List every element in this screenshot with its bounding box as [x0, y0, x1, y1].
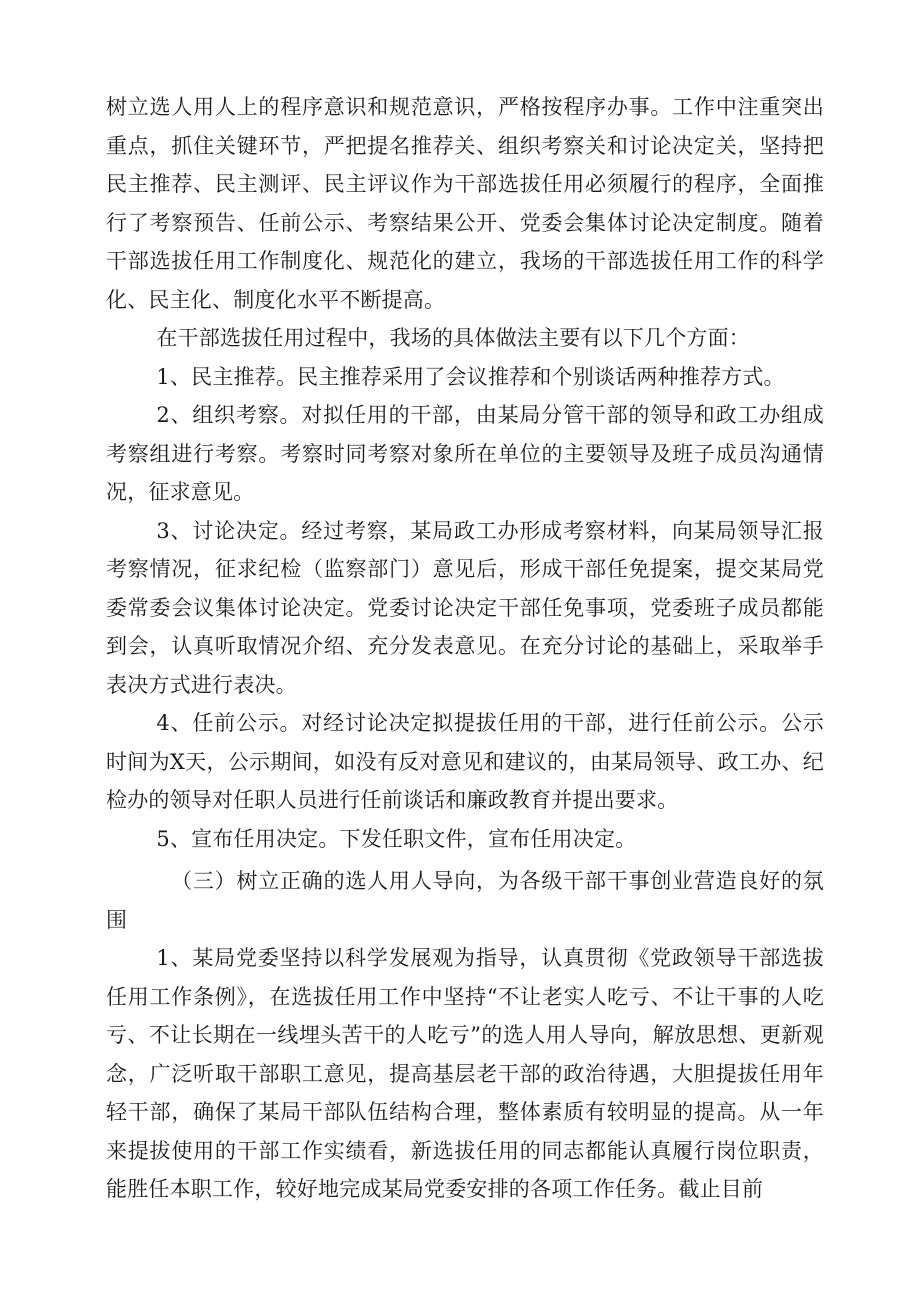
paragraph-announce-appointment: 5、宣布任用决定。下发任职文件，宣布任用决定。 — [156, 826, 637, 851]
paragraph-organizational-inspection: 2、组织考察。对拟任用的干部，由某局分管干部的领导和政工办组成考察组进行考察。考察时同考察对象所在单位的主要领导及班子成员沟通情况，征求意见。 — [106, 403, 824, 504]
paragraph-democratic-recommendation: 1、民主推荐。民主推荐采用了会议推荐和个别谈话两种推荐方式。 — [156, 364, 785, 389]
paragraph-party-committee-guidance: 1、某局党委坚持以科学发展观为指导，认真贯彻《党政领导干部选拔任用工作条例》，在选拔任用工作中坚持“不让老实人吃亏、不让干事的人吃亏、不让长期在一线埋头苦干的人吃亏”的选人用人导向，解放思想、更新观念，广泛听取干部职工意见，提高基层老干部的政治待遇，大胆提拔任用年轻干部，确保了某局干部队伍结构合理，整体素质有较明显的提高。从一年来提拔使用的干部工作实绩看，新选拔任用的同志都能认真履行岗位职责，能胜任本职工作，较好地完成某局党委安排的各项工作任务。截止目前 — [106, 946, 824, 1201]
document-body — [106, 88, 824, 1209]
section-heading-three: （三）树立正确的选人用人导向，为各级干部干事创业营造良好的氛围 — [106, 869, 824, 932]
paragraph-pre-appointment-notice: 4、任前公示。对经讨论决定拟提拔任用的干部，进行任前公示。公示时间为X天，公示期间，如没有反对意见和建议的，由某局领导、政工办、纪检办的领导对任职人员进行任前谈话和廉政教育并提出要求。 — [106, 711, 824, 812]
paragraph-practice-intro: 在干部选拔任用过程中，我场的具体做法主要有以下几个方面： — [156, 326, 750, 350]
paragraph-procedure-awareness: 树立选人用人上的程序意识和规范意识，严格按程序办事。工作中注重突出重点，抓住关键环节，严把提名推荐关、组织考察关和讨论决定关，坚持把民主推荐、民主测评、民主评议作为干部选拔任用必须履行的程序，全面推行了考察预告、任前公示、考察结果公开、党委会集体讨论决定制度。随着干部选拔任用工作制度化、规范化的建立，我场的干部选拔任用工作的科学化、民主化、制度化水平不断提高。 — [106, 95, 824, 312]
paragraph-discussion-decision: 3、讨论决定。经过考察，某局政工办形成考察材料，向某局领导汇报考察情况，征求纪检（监察部门）意见后，形成干部任免提案，提交某局党委常委会议集体讨论决定。党委讨论决定干部任免事项，党委班子成员都能到会，认真听取情况介绍、充分发表意见。在充分讨论的基础上，采取举手表决方式进行表决。 — [106, 518, 824, 697]
